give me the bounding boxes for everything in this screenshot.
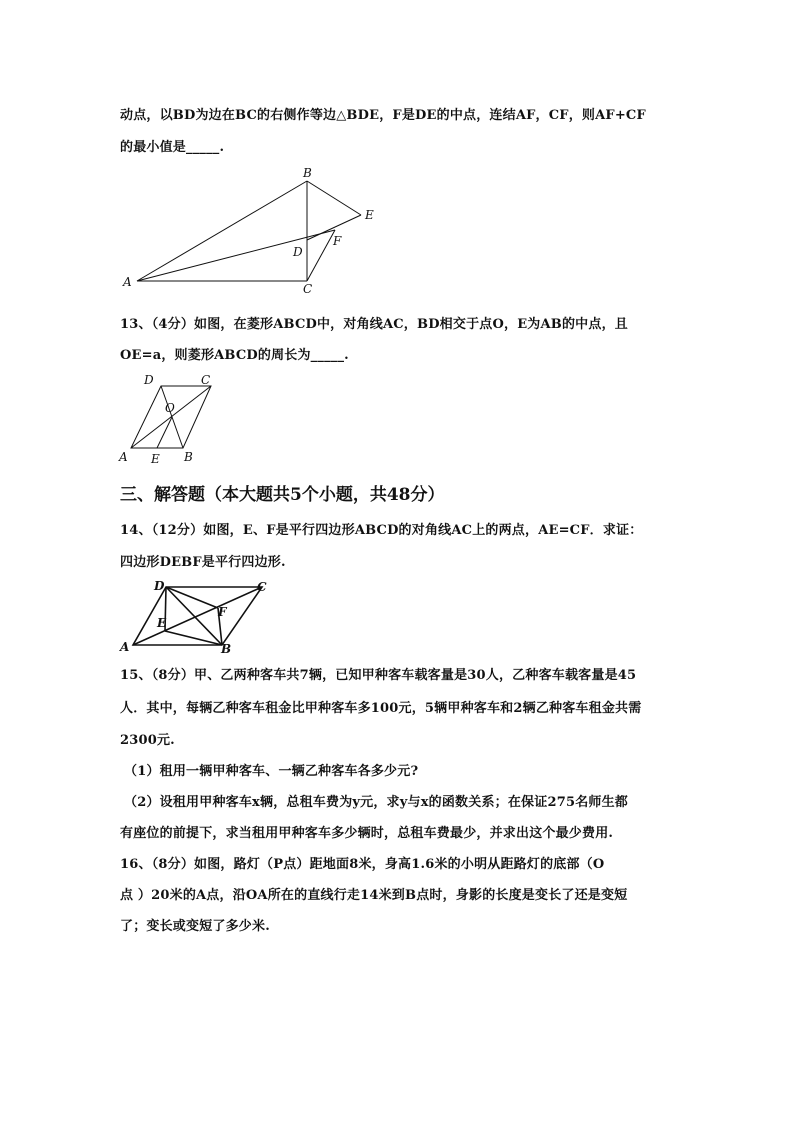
label-D: D bbox=[144, 373, 154, 387]
segment-BE bbox=[307, 181, 361, 215]
label-E: E bbox=[151, 452, 160, 466]
problem13-line1: 13、（4分）如图，在菱形ABCD中，对角线AC，BD相交于点O，E为AB的中点，且 bbox=[120, 317, 628, 332]
problem15-question2-line1: （2）设租用甲种客车x辆，总租车费为y元，求y与x的函数关系；在保证275名师生都 bbox=[124, 795, 628, 810]
problem14-line2: 四边形DEBF是平行四边形. bbox=[120, 555, 286, 570]
diagonal-AC bbox=[131, 386, 211, 448]
segment-AB bbox=[137, 181, 307, 281]
segment-DB bbox=[166, 587, 222, 645]
problem16-line1: 16、（8分）如图，路灯（P点）距地面8米，身高1.6米的小明从距路灯的底部（O bbox=[120, 857, 605, 872]
label-C: C bbox=[257, 580, 267, 594]
label-D: D bbox=[293, 245, 303, 259]
segment-AF bbox=[137, 230, 335, 281]
label-D: D bbox=[154, 579, 165, 593]
figure14-parallelogram-diagram bbox=[116, 576, 276, 656]
segment-DF bbox=[166, 587, 218, 608]
label-C: C bbox=[303, 282, 313, 296]
label-A: A bbox=[120, 640, 130, 654]
section-heading: 三、解答题（本大题共5个小题，共48分） bbox=[120, 485, 445, 505]
problem15-question1: （1）租用一辆甲种客车、一辆乙种客车各多少元? bbox=[124, 764, 419, 779]
problem15-line2: 人．其中，每辆乙种客车租金比甲种客车多100元，5辆甲种客车和2辆乙种客车租金共需 bbox=[120, 701, 642, 716]
problem12-line1: 动点，以BD为边在BC的右侧作等边△BDE，F是DE的中点，连结AF，CF，则AF+CF bbox=[120, 108, 646, 123]
label-C: C bbox=[201, 373, 211, 387]
label-E: E bbox=[157, 616, 167, 630]
problem13-line2: OE=a，则菱形ABCD的周长为_____. bbox=[120, 348, 349, 363]
label-O: O bbox=[165, 401, 175, 415]
problem15-question2-line2: 有座位的前提下，求当租用甲种客车多少辆时，总租车费最少，并求出这个最少费用. bbox=[120, 826, 614, 841]
label-A: A bbox=[119, 450, 128, 464]
label-B: B bbox=[221, 642, 232, 656]
problem15-line1: 15、（8分）甲、乙两种客车共7辆，已知甲种客车载客量是30人，乙种客车载客量是45 bbox=[120, 668, 637, 683]
problem12-line2: 的最小值是_____. bbox=[120, 140, 225, 155]
label-B: B bbox=[184, 450, 193, 464]
label-B: B bbox=[303, 166, 312, 180]
problem16-line2: 点 ）20米的A点，沿OA所在的直线行走14米到B点时，身影的长度是变长了还是变短 bbox=[120, 888, 628, 903]
segment-EB bbox=[165, 631, 222, 645]
figure12-triangle-diagram bbox=[120, 166, 390, 296]
figure13-rhombus-diagram bbox=[116, 372, 226, 467]
label-E: E bbox=[365, 208, 374, 222]
label-A: A bbox=[123, 275, 132, 289]
problem16-line3: 了；变长或变短了多少米. bbox=[120, 919, 270, 934]
problem15-line3: 2300元. bbox=[120, 733, 175, 748]
problem14-line1: 14、（12分）如图，E、F是平行四边形ABCD的对角线AC上的两点，AE=CF．求证： bbox=[120, 523, 643, 538]
label-F: F bbox=[333, 234, 342, 248]
label-F: F bbox=[218, 605, 227, 619]
